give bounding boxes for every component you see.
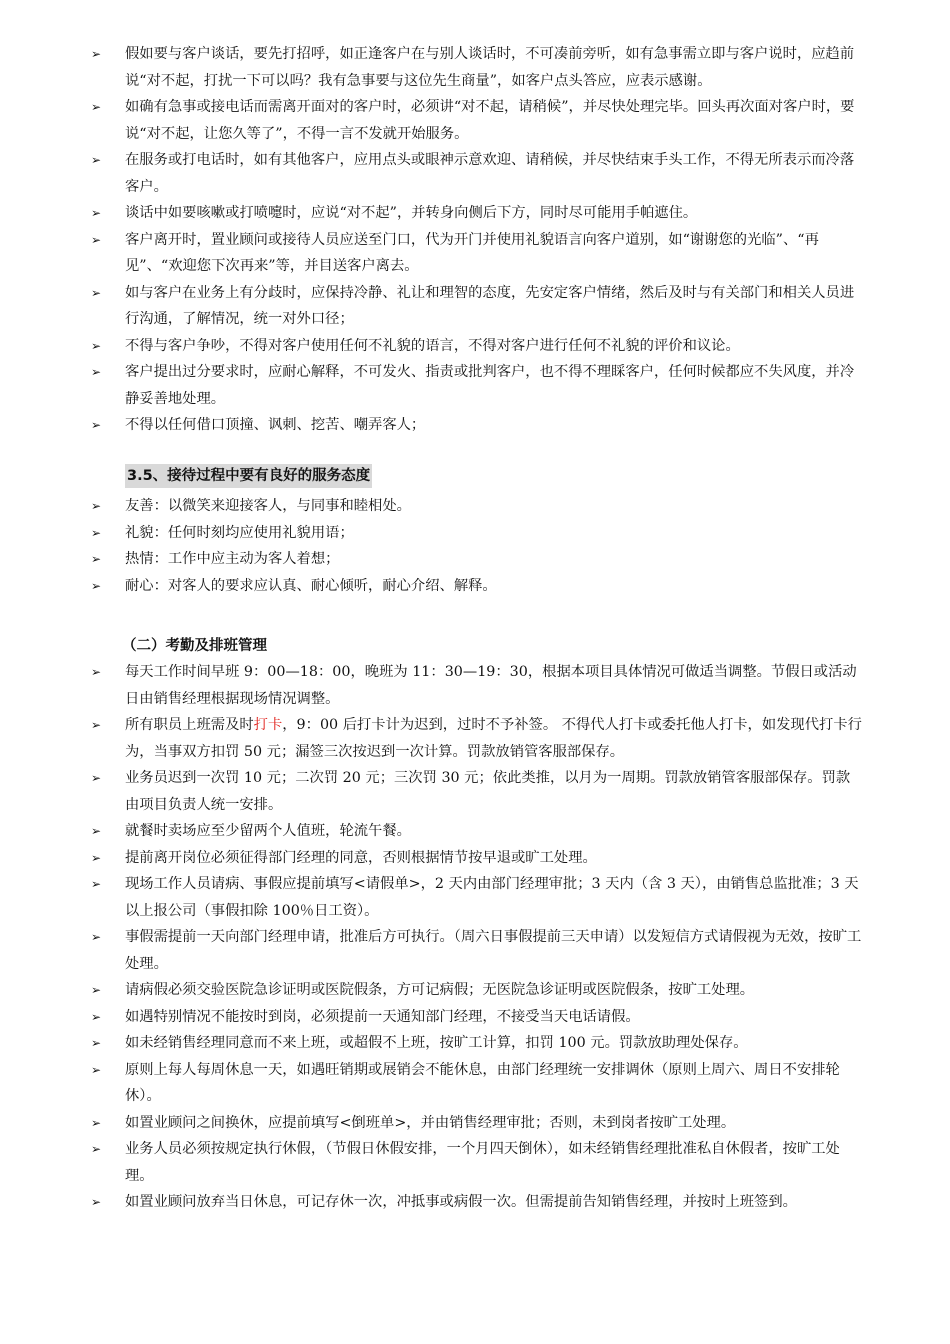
list-item: ➢ 提前离开岗位必须征得部门经理的同意，否则根据情节按早退或旷工处理。 (0, 845, 950, 872)
list-item: ➢ 如置业顾问放弃当日休息，可记存休一次，冲抵事或病假一次。但需提前告知销售经理，并按时上班签到。 (0, 1189, 950, 1216)
arrow-bullet-icon: ➢ (91, 1036, 102, 1050)
list-item: ➢ 如未经销售经理同意而不来上班，或超假不上班，按旷工计算，扣罚 100 元。罚款放助理处保存。 (0, 1030, 950, 1057)
list-item: ➢ 如与客户在业务上有分歧时，应保持冷静、礼让和理智的态度，先安定客户情绪，然后及时与有关部门和相关人员进行沟通，了解情况，统一对外口径； (0, 280, 950, 333)
arrow-bullet-icon: ➢ (91, 1142, 102, 1156)
list-item: ➢ 原则上每人每周休息一天，如遇旺销期或展销会不能休息，由部门经理统一安排调休（原则上周六、周日不安排轮休）。 (0, 1057, 950, 1110)
list-item: ➢ 友善：以微笑来迎接客人，与同事和睦相处。 (0, 493, 950, 520)
arrow-bullet-icon: ➢ (91, 525, 102, 540)
list-item: ➢ 事假需提前一天向部门经理申请，批准后方可执行。（周六日事假提前三天申请）以发短信方式请假视为无效，按旷工处理。 (0, 924, 950, 977)
arrow-bullet-icon: ➢ (91, 1062, 102, 1077)
arrow-bullet-icon: ➢ (91, 578, 102, 593)
list-item: ➢ 现场工作人员请病、事假应提前填写<请假单>，2 天内由部门经理审批；3 天内（含 3 天），由销售总监批准；3 天以上报公司（事假扣除 100％日工资）。 (0, 871, 950, 924)
arrow-bullet-icon: ➢ (91, 850, 102, 865)
list-item: ➢ 在服务或打电话时，如有其他客户，应用点头或眼神示意欢迎、请稍候，并尽快结束手头工作，不得无所表示而冷落客户。 (0, 147, 950, 200)
arrow-bullet-icon: ➢ (91, 206, 102, 220)
list-item: ➢ 如确有急事或接电话而需离开面对的客户时，必须讲“对不起，请稍候”，并尽快处理完毕。回头再次面对客户时，要说“对不起，让您久等了”，不得一言不发就开始服务。 (0, 94, 950, 147)
arrow-bullet-icon: ➢ (91, 47, 102, 61)
arrow-bullet-icon: ➢ (91, 338, 102, 353)
list-item: ➢ 如置业顾问之间换休，应提前填写<倒班单>，并由销售经理审批；否则，未到岗者按旷工处理。 (0, 1110, 950, 1137)
arrow-bullet-icon: ➢ (91, 877, 102, 891)
attendance-list (0, 659, 950, 1216)
arrow-bullet-icon: ➢ (91, 285, 102, 300)
list-item: ➢ 业务人员必须按规定执行休假，（节假日休假安排，一个月四天倒休），如未经销售经理批准私自休假者，按旷工处理。 (0, 1136, 950, 1189)
arrow-bullet-icon: ➢ (91, 418, 102, 432)
list-item: ➢ 不得以任何借口顶撞、讽刺、挖苦、嘲弄客人； (0, 412, 950, 439)
list-item: ➢ 就餐时卖场应至少留两个人值班，轮流午餐。 (0, 818, 950, 845)
arrow-bullet-icon: ➢ (91, 499, 102, 513)
list-item: ➢ 热情：工作中应主动为客人着想； (0, 546, 950, 573)
arrow-bullet-icon: ➢ (91, 718, 102, 732)
etiquette-list (0, 41, 950, 439)
section-heading-service-attitude: 3.5、接待过程中要有良好的服务态度 (125, 464, 372, 488)
section-heading-attendance: （二）考勤及排班管理 (122, 638, 267, 654)
arrow-bullet-icon: ➢ (91, 930, 102, 944)
list-item: ➢ 不得与客户争吵，不得对客户使用任何不礼貌的语言，不得对客户进行任何不礼貌的评价和议论。 (0, 333, 950, 360)
service-attitude-list (0, 493, 950, 599)
arrow-bullet-icon: ➢ (91, 665, 102, 679)
list-item: ➢ 客户离开时，置业顾问或接待人员应送至门口，代为开门并使用礼貌语言向客户道别，如“谢谢您的光临”、“再见”、“欢迎您下次再来”等，并目送客户离去。 (0, 227, 950, 280)
arrow-bullet-icon: ➢ (91, 100, 102, 114)
arrow-bullet-icon: ➢ (91, 824, 102, 838)
list-item: ➢ 请病假必须交验医院急诊证明或医院假条，方可记病假；无医院急诊证明或医院假条，按旷工处理。 (0, 977, 950, 1004)
list-item: ➢ 谈话中如要咳嗽或打喷嚏时，应说“对不起”，并转身向侧后下方，同时尽可能用手帕遮住。 (0, 200, 950, 227)
list-item: ➢ 所有职员上班需及时打卡，9：00 后打卡计为迟到，过时不予补签。 不得代人打卡或委托他人打卡，如发现代打卡行为，当事双方扣罚 50 元；漏签三次按迟到一次计算。罚款放销管客服部保存。 (0, 712, 950, 765)
list-item: ➢ 耐心：对客人的要求应认真、耐心倾听，耐心介绍、解释。 (0, 573, 950, 600)
list-item: ➢ 业务员迟到一次罚 10 元；二次罚 20 元；三次罚 30 元；依此类推，以月为一周期。罚款放销管客服部保存。罚款由项目负责人统一安排。 (0, 765, 950, 818)
arrow-bullet-icon: ➢ (91, 552, 102, 566)
arrow-bullet-icon: ➢ (91, 1115, 102, 1130)
arrow-bullet-icon: ➢ (91, 365, 102, 379)
list-item: ➢ 每天工作时间早班 9：00—18：00，晚班为 11：30—19：30，根据本项目具体情况可做适当调整。节假日或活动日由销售经理根据现场情况调整。 (0, 659, 950, 712)
highlighted-term: 打卡 (253, 717, 283, 733)
arrow-bullet-icon: ➢ (91, 1009, 102, 1024)
arrow-bullet-icon: ➢ (91, 232, 102, 247)
arrow-bullet-icon: ➢ (91, 1195, 102, 1209)
list-item: ➢ 如遇特别情况不能按时到岗，必须提前一天通知部门经理，不接受当天电话请假。 (0, 1004, 950, 1031)
arrow-bullet-icon: ➢ (91, 983, 102, 997)
list-item: ➢ 客户提出过分要求时，应耐心解释，不可发火、指责或批判客户，也不得不理睬客户，任何时候都应不失风度，并冷静妥善地处理。 (0, 359, 950, 412)
arrow-bullet-icon: ➢ (91, 153, 102, 167)
list-item: ➢ 假如要与客户谈话，要先打招呼，如正逢客户在与别人谈话时，不可凑前旁听，如有急事需立即与客户说时，应趋前说“对不起，打扰一下可以吗？我有急事要与这位先生商量”，如客户点头答应，应表示感谢。 (0, 41, 950, 94)
arrow-bullet-icon: ➢ (91, 771, 102, 785)
list-item: ➢ 礼貌：任何时刻均应使用礼貌用语； (0, 520, 950, 547)
